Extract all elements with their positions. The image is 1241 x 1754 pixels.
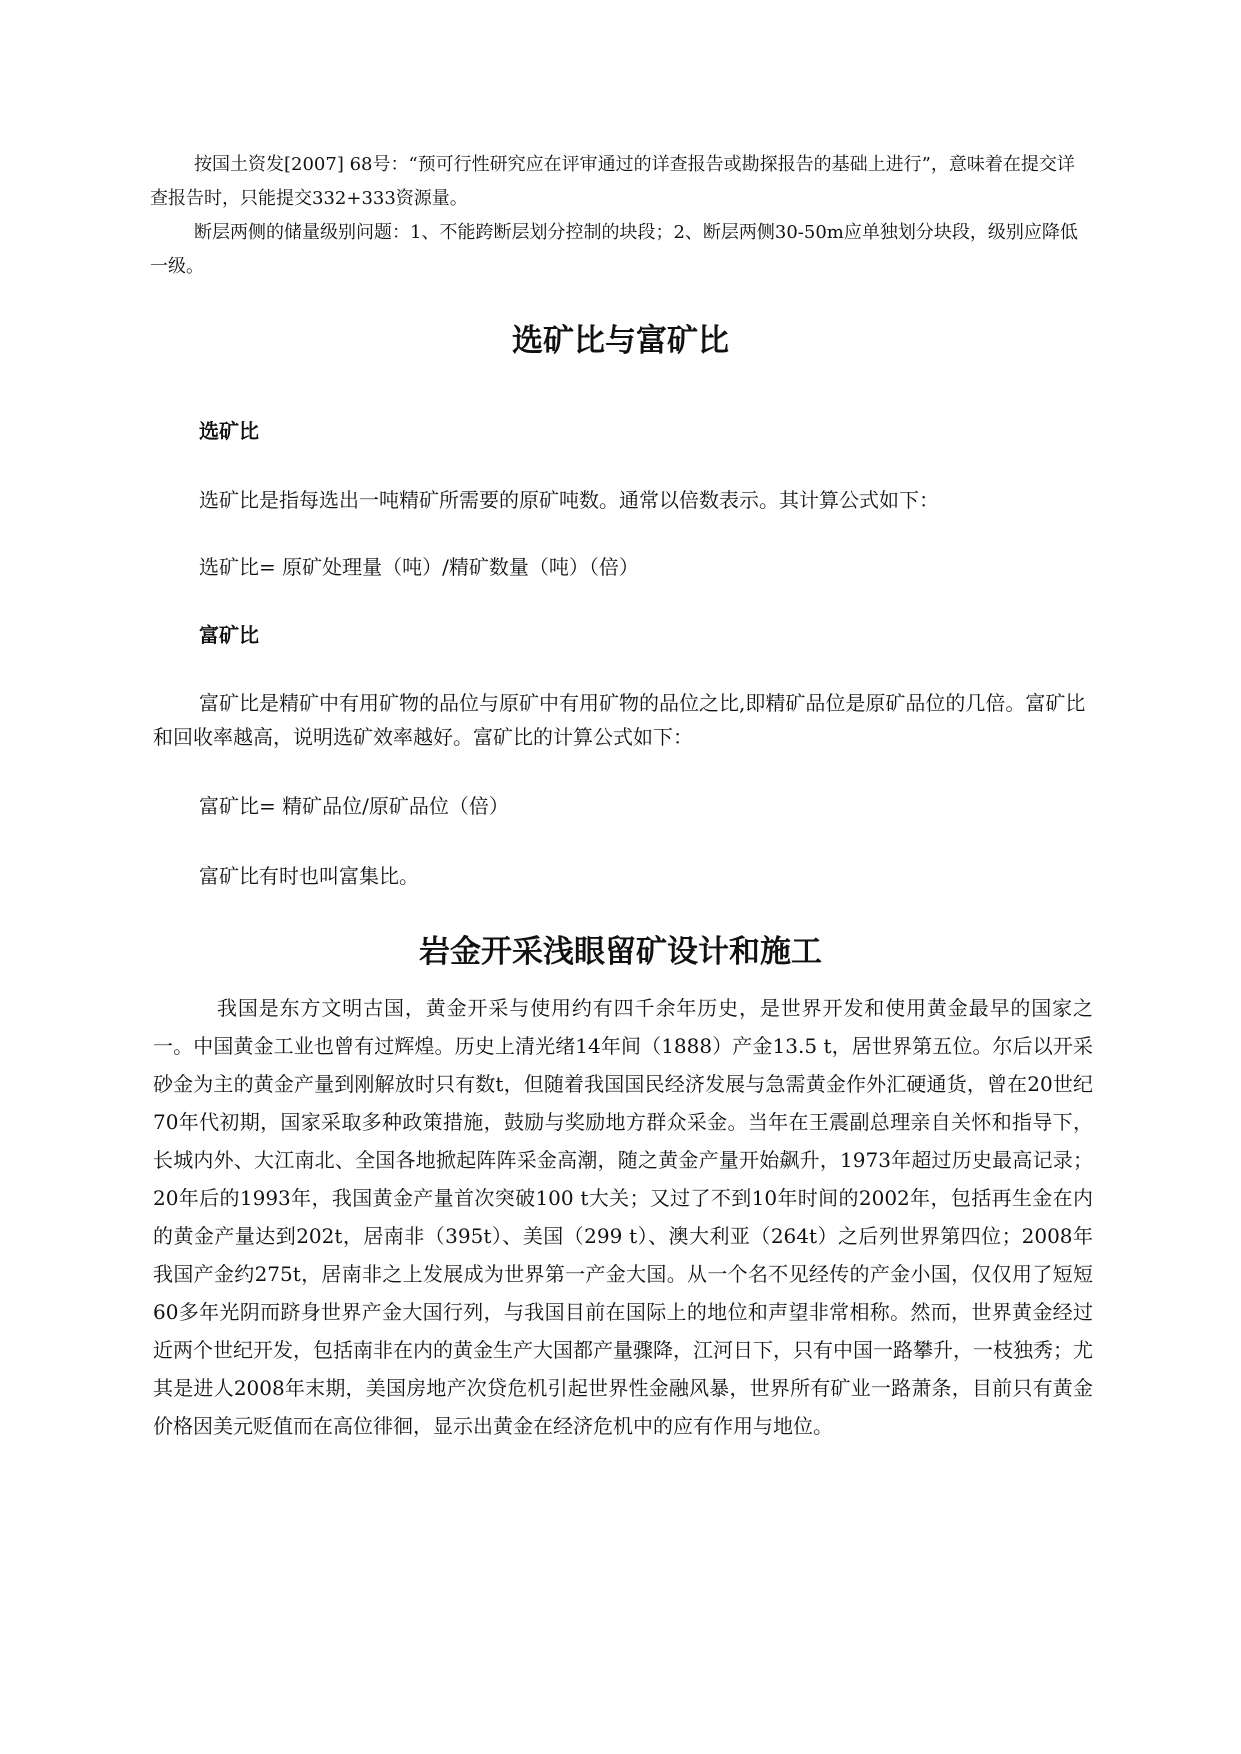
paragraph-fault-reserve: 断层两侧的储量级别问题：1、不能跨断层划分控制的块段；2、断层两侧30-50m应单独划分块段，级别应降低一级。 [150,222,1078,277]
paragraph-enrichment-note: 富矿比有时也叫富集比。 [199,864,419,888]
formula-enrichment-ratio: 富矿比= 精矿品位/原矿品位（倍） [199,794,509,818]
subheading-concentration-ratio: 选矿比 [199,419,259,443]
paragraph-report-requirement: 按国土资发[2007] 68号：“预可行性研究应在评审通过的详查报告或勘探报告的基础上进行”，意味着在提交详查报告时，只能提交332+333资源量。 [150,154,1075,209]
subheading-enrichment-ratio: 富矿比 [199,623,259,647]
paragraph-gold-history: 我国是东方文明古国，黄金开采与使用约有四千余年历史，是世界开发和使用黄金最早的国家之一。中国黄金工业也曾有过辉煌。历史上清光绪14年间（1888）产金13.5 t，居世界第五位。尔后以开采砂金为主的黄金产量到刚解放时只有数t，但随着我国国民经济发展与急需黄金作外汇硬通货，曾在20世纪70年代初期，国家采取多种政策措施，鼓励与奖励地方群众采金。当年在王震副总理亲自关怀和指导下，长城内外、大江南北、全国各地掀起阵阵采金高潮，随之黄金产量开始飙升，1973年超过历史最高记录；20年后的1993年，我国黄金产量首次突破100 t大关；又过了不到10年时间的2002年，包括再生金在内的黄金产量达到202t，居南非（395t）、美国（299 t）、澳大利亚（264t）之后列世界第四位；2008年我国产金约275t，居南非之上发展成为世界第一产金大国。从一个名不见经传的产金小国，仅仅用了短短60多年光阴而跻身世界产金大国行列，与我国目前在国际上的地位和声望非常相称。然而，世界黄金经过近两个世纪开发，包括南非在内的黄金生产大国都产量骤降，江河日下，只有中国一路攀升，一枝独秀；尤其是进人2008年末期，美国房地产次贷危机引起世界性金融风暴，世界所有矿业一路萧条，目前只有黄金价格因美元贬值而在高位徘徊，显示出黄金在经济危机中的应有作用与地位。 [153,996,1093,1438]
paragraph-concentration-definition: 选矿比是指每选出一吨精矿所需要的原矿吨数。通常以倍数表示。其计算公式如下： [199,488,939,512]
section-title-gold-mining: 岩金开采浅眼留矿设计和施工 [419,934,822,970]
section-title-ratios: 选矿比与富矿比 [512,323,729,359]
formula-concentration-ratio: 选矿比= 原矿处理量（吨）/精矿数量（吨）（倍） [199,555,639,579]
paragraph-enrichment-definition: 富矿比是精矿中有用矿物的品位与原矿中有用矿物的品位之比,即精矿品位是原矿品位的几倍。富矿比和回收率越高，说明选矿效率越好。富矿比的计算公式如下： [153,691,1086,749]
